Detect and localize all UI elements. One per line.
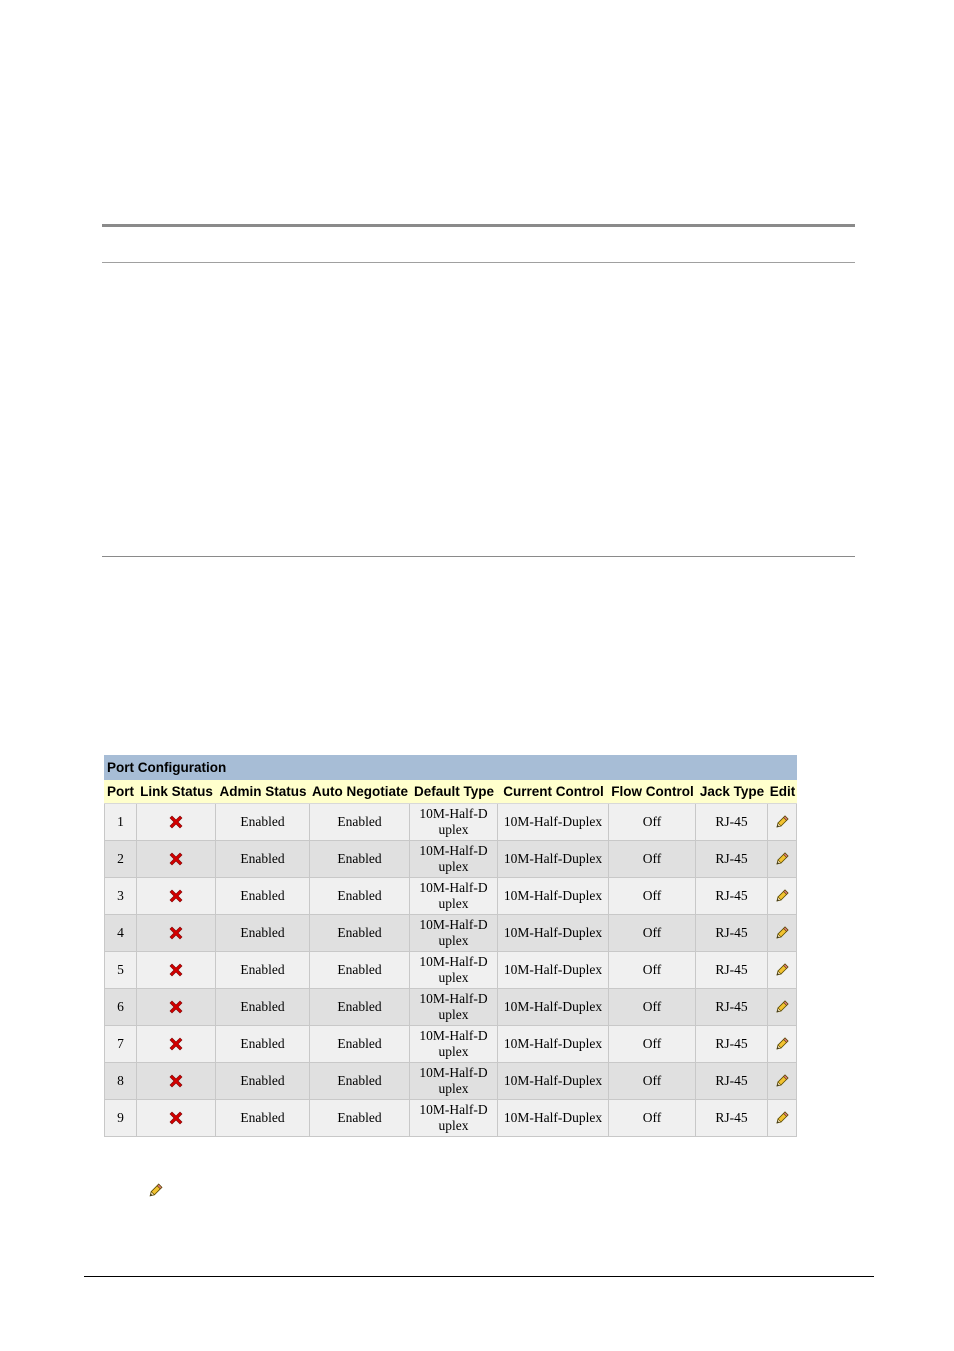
col-header-current-control: Current Control bbox=[498, 780, 609, 804]
section-rule bbox=[102, 262, 855, 263]
table-row bbox=[104, 915, 797, 952]
default-type-text: 10M-Half-Duplex bbox=[419, 1102, 488, 1133]
default-type bbox=[410, 952, 498, 989]
edit-cell[interactable] bbox=[768, 1100, 797, 1137]
footer-rule bbox=[84, 1276, 874, 1277]
flow-control: Off bbox=[609, 989, 696, 1026]
col-header-default-type: Default Type bbox=[410, 780, 498, 804]
admin-status: Enabled bbox=[216, 915, 310, 952]
admin-status: Enabled bbox=[216, 1026, 310, 1063]
table-row bbox=[104, 1100, 797, 1137]
default-type-text: 10M-Half-Duplex bbox=[419, 806, 488, 837]
port-number: 3 bbox=[104, 878, 137, 915]
port-number: 6 bbox=[104, 989, 137, 1026]
port-number: 9 bbox=[104, 1100, 137, 1137]
col-header-edit: Edit bbox=[768, 780, 797, 804]
pencil-icon[interactable] bbox=[774, 962, 790, 978]
col-header-jack-type: Jack Type bbox=[696, 780, 768, 804]
jack-type: RJ-45 bbox=[696, 1026, 768, 1063]
pencil-icon[interactable] bbox=[774, 1036, 790, 1052]
jack-type: RJ-45 bbox=[696, 1100, 768, 1137]
link-status-cell bbox=[137, 1100, 216, 1137]
current-control: 10M-Half-Duplex bbox=[498, 1063, 609, 1100]
pencil-icon[interactable] bbox=[774, 1073, 790, 1089]
link-status-cell bbox=[137, 915, 216, 952]
admin-status: Enabled bbox=[216, 804, 310, 841]
jack-type: RJ-45 bbox=[696, 989, 768, 1026]
edit-cell[interactable] bbox=[768, 1026, 797, 1063]
default-type-text: 10M-Half-Duplex bbox=[419, 917, 488, 948]
edit-cell[interactable] bbox=[768, 989, 797, 1026]
link-down-x-icon bbox=[168, 888, 184, 904]
table-row bbox=[104, 878, 797, 915]
auto-negotiate: Enabled bbox=[310, 1026, 410, 1063]
link-down-x-icon bbox=[168, 962, 184, 978]
section-end-rule bbox=[102, 556, 855, 557]
auto-negotiate: Enabled bbox=[310, 1100, 410, 1137]
flow-control: Off bbox=[609, 1026, 696, 1063]
auto-negotiate: Enabled bbox=[310, 804, 410, 841]
link-status-cell bbox=[137, 1063, 216, 1100]
col-header-link-status: Link Status bbox=[137, 780, 216, 804]
port-number: 5 bbox=[104, 952, 137, 989]
flow-control: Off bbox=[609, 804, 696, 841]
flow-control: Off bbox=[609, 1100, 696, 1137]
port-table bbox=[104, 780, 797, 1137]
admin-status: Enabled bbox=[216, 841, 310, 878]
link-status-cell bbox=[137, 841, 216, 878]
current-control: 10M-Half-Duplex bbox=[498, 804, 609, 841]
default-type bbox=[410, 989, 498, 1026]
flow-control: Off bbox=[609, 1063, 696, 1100]
pencil-icon bbox=[147, 1182, 164, 1199]
current-control: 10M-Half-Duplex bbox=[498, 841, 609, 878]
flow-control: Off bbox=[609, 915, 696, 952]
default-type bbox=[410, 841, 498, 878]
link-status-cell bbox=[137, 1026, 216, 1063]
current-control: 10M-Half-Duplex bbox=[498, 915, 609, 952]
link-down-x-icon bbox=[168, 925, 184, 941]
col-header-port: Port bbox=[104, 780, 137, 804]
default-type bbox=[410, 1063, 498, 1100]
current-control: 10M-Half-Duplex bbox=[498, 878, 609, 915]
auto-negotiate: Enabled bbox=[310, 1063, 410, 1100]
admin-status: Enabled bbox=[216, 1063, 310, 1100]
flow-control: Off bbox=[609, 841, 696, 878]
link-down-x-icon bbox=[168, 999, 184, 1015]
auto-negotiate: Enabled bbox=[310, 841, 410, 878]
default-type-text: 10M-Half-Duplex bbox=[419, 843, 488, 874]
pencil-icon[interactable] bbox=[774, 1110, 790, 1126]
admin-status: Enabled bbox=[216, 1100, 310, 1137]
admin-status: Enabled bbox=[216, 952, 310, 989]
pencil-icon[interactable] bbox=[774, 999, 790, 1015]
jack-type: RJ-45 bbox=[696, 915, 768, 952]
link-down-x-icon bbox=[168, 1073, 184, 1089]
jack-type: RJ-45 bbox=[696, 804, 768, 841]
edit-cell[interactable] bbox=[768, 878, 797, 915]
default-type bbox=[410, 1026, 498, 1063]
link-status-cell bbox=[137, 804, 216, 841]
default-type-text: 10M-Half-Duplex bbox=[419, 954, 488, 985]
auto-negotiate: Enabled bbox=[310, 989, 410, 1026]
panel-title: Port Configuration bbox=[104, 755, 797, 780]
table-row bbox=[104, 1026, 797, 1063]
link-down-x-icon bbox=[168, 814, 184, 830]
top-rule bbox=[102, 224, 855, 227]
jack-type: RJ-45 bbox=[696, 1063, 768, 1100]
edit-cell[interactable] bbox=[768, 804, 797, 841]
current-control: 10M-Half-Duplex bbox=[498, 1026, 609, 1063]
link-down-x-icon bbox=[168, 1036, 184, 1052]
link-down-x-icon bbox=[168, 851, 184, 867]
port-number: 1 bbox=[104, 804, 137, 841]
auto-negotiate: Enabled bbox=[310, 878, 410, 915]
default-type bbox=[410, 878, 498, 915]
admin-status: Enabled bbox=[216, 878, 310, 915]
table-row bbox=[104, 952, 797, 989]
current-control: 10M-Half-Duplex bbox=[498, 989, 609, 1026]
default-type bbox=[410, 1100, 498, 1137]
port-configuration-panel bbox=[104, 755, 797, 1137]
pencil-icon[interactable] bbox=[774, 814, 790, 830]
default-type-text: 10M-Half-Duplex bbox=[419, 1028, 488, 1059]
table-row bbox=[104, 804, 797, 841]
default-type-text: 10M-Half-Duplex bbox=[419, 1065, 488, 1096]
table-row bbox=[104, 989, 797, 1026]
pencil-icon[interactable] bbox=[774, 851, 790, 867]
current-control: 10M-Half-Duplex bbox=[498, 1100, 609, 1137]
default-type-text: 10M-Half-Duplex bbox=[419, 991, 488, 1022]
edit-cell[interactable] bbox=[768, 952, 797, 989]
edit-cell[interactable] bbox=[768, 841, 797, 878]
link-status-cell bbox=[137, 952, 216, 989]
pencil-icon[interactable] bbox=[774, 888, 790, 904]
col-header-admin-status: Admin Status bbox=[216, 780, 310, 804]
table-header-row bbox=[104, 780, 797, 804]
auto-negotiate: Enabled bbox=[310, 952, 410, 989]
link-down-x-icon bbox=[168, 1110, 184, 1126]
flow-control: Off bbox=[609, 952, 696, 989]
edit-cell[interactable] bbox=[768, 1063, 797, 1100]
col-header-auto-negotiate: Auto Negotiate bbox=[310, 780, 410, 804]
col-header-flow-control: Flow Control bbox=[609, 780, 696, 804]
link-status-cell bbox=[137, 989, 216, 1026]
port-number: 8 bbox=[104, 1063, 137, 1100]
current-control: 10M-Half-Duplex bbox=[498, 952, 609, 989]
admin-status: Enabled bbox=[216, 989, 310, 1026]
jack-type: RJ-45 bbox=[696, 841, 768, 878]
default-type bbox=[410, 915, 498, 952]
table-row bbox=[104, 841, 797, 878]
pencil-icon[interactable] bbox=[774, 925, 790, 941]
link-status-cell bbox=[137, 878, 216, 915]
port-number: 4 bbox=[104, 915, 137, 952]
flow-control: Off bbox=[609, 878, 696, 915]
table-row bbox=[104, 1063, 797, 1100]
jack-type: RJ-45 bbox=[696, 952, 768, 989]
auto-negotiate: Enabled bbox=[310, 915, 410, 952]
edit-cell[interactable] bbox=[768, 915, 797, 952]
default-type-text: 10M-Half-Duplex bbox=[419, 880, 488, 911]
default-type bbox=[410, 804, 498, 841]
port-number: 2 bbox=[104, 841, 137, 878]
jack-type: RJ-45 bbox=[696, 878, 768, 915]
port-number: 7 bbox=[104, 1026, 137, 1063]
